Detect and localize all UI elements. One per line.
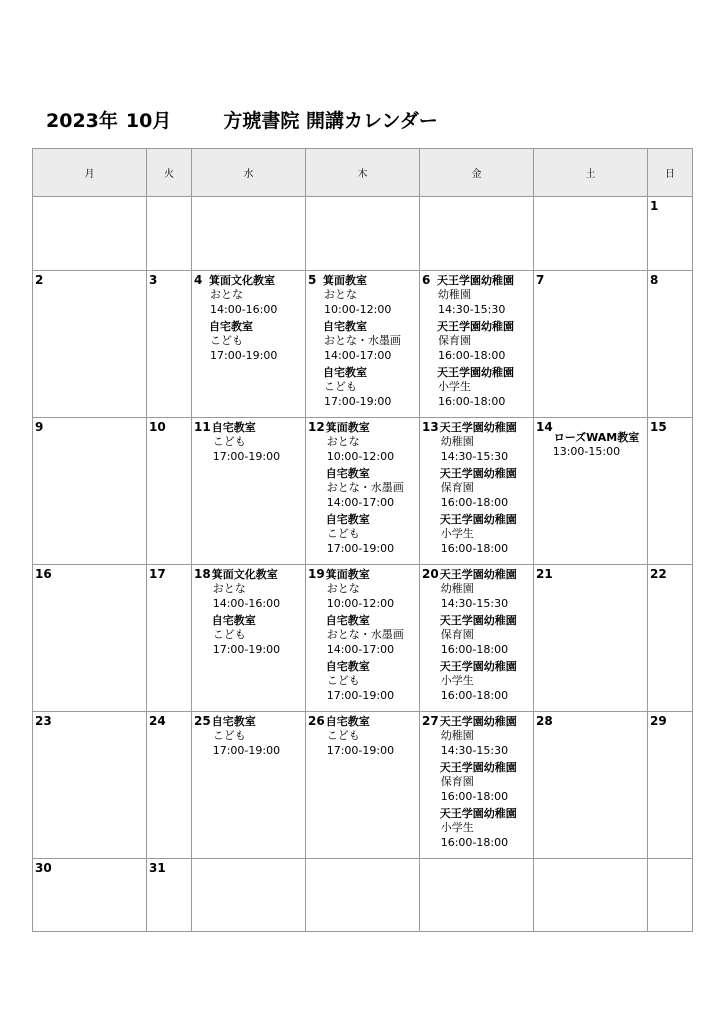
day-cell-content — [648, 565, 692, 582]
event-name: 天王学園幼稚園 — [439, 421, 517, 434]
day-number: 13 — [422, 420, 439, 434]
event-item — [552, 431, 640, 460]
event-item — [327, 614, 404, 657]
event-list — [213, 714, 280, 758]
event-group: こども — [212, 435, 246, 448]
event-name: 自宅教室 — [325, 614, 370, 627]
event-time: 16:00-18:00 — [438, 348, 506, 362]
day-number: 29 — [650, 714, 667, 728]
event-name: 天王学園幼稚園 — [439, 660, 517, 673]
event-item — [438, 366, 514, 409]
event-name: 天王学園幼稚園 — [439, 614, 517, 627]
event-time: 16:00-18:00 — [440, 835, 509, 849]
event-time: 16:00-18:00 — [440, 789, 509, 803]
day-cell — [534, 712, 648, 859]
day-number: 18 — [194, 567, 211, 581]
title-month: 10月 — [125, 109, 172, 132]
day-cell — [534, 418, 648, 565]
day-cell-content — [192, 712, 305, 758]
event-group: 幼稚園 — [438, 288, 471, 301]
event-time: 16:00-18:00 — [440, 541, 509, 555]
day-cell — [147, 197, 192, 271]
week-row — [33, 418, 693, 565]
event-group: おとな — [210, 288, 243, 301]
day-number: 8 — [650, 273, 659, 287]
day-cell-content — [192, 565, 305, 657]
day-cell-content — [534, 565, 647, 582]
day-cell-content — [33, 197, 146, 199]
event-time: 17:00-19:00 — [326, 743, 395, 757]
day-cell-content — [192, 418, 305, 464]
event-list — [324, 273, 401, 409]
event-name: 天王学園幼稚園 — [439, 715, 517, 728]
day-number: 25 — [194, 714, 211, 728]
day-number: 11 — [194, 420, 211, 434]
event-group: おとな — [324, 288, 357, 301]
day-cell — [33, 271, 147, 418]
event-time: 14:30-15:30 — [440, 743, 509, 757]
day-cell — [648, 271, 693, 418]
event-name: 天王学園幼稚園 — [439, 807, 517, 820]
day-cell-content — [147, 859, 191, 876]
day-number: 2 — [35, 273, 44, 287]
event-name: 自宅教室 — [211, 614, 256, 627]
event-item — [210, 274, 277, 317]
day-number: 14 — [536, 420, 553, 434]
weekday-header: 木 — [306, 149, 420, 197]
day-cell — [306, 712, 420, 859]
day-cell — [192, 418, 306, 565]
day-number: 26 — [308, 714, 325, 728]
event-group: 幼稚園 — [440, 582, 474, 595]
event-item — [324, 366, 401, 409]
day-cell — [306, 197, 420, 271]
day-cell-content — [147, 565, 191, 582]
event-group: こども — [324, 380, 357, 393]
event-time: 17:00-19:00 — [212, 449, 281, 463]
event-group: こども — [326, 527, 360, 540]
day-number: 27 — [422, 714, 439, 728]
event-time: 17:00-19:00 — [210, 348, 278, 362]
event-group: おとな・水墨画 — [326, 481, 404, 494]
event-list — [327, 567, 404, 703]
day-number: 6 — [422, 273, 431, 287]
event-time: 14:30-15:30 — [440, 449, 509, 463]
day-cell-content — [147, 271, 191, 288]
event-group: 小学生 — [440, 821, 474, 834]
day-number: 7 — [536, 273, 545, 287]
day-cell — [420, 197, 534, 271]
event-list — [441, 714, 517, 850]
event-name: 自宅教室 — [323, 366, 367, 379]
day-cell-content — [534, 712, 647, 729]
day-cell-content — [306, 712, 419, 758]
day-cell — [192, 712, 306, 859]
day-cell — [33, 418, 147, 565]
event-group: 保育園 — [438, 334, 471, 347]
day-cell — [306, 859, 420, 932]
day-cell — [192, 197, 306, 271]
week-row — [33, 859, 693, 932]
event-item — [438, 320, 514, 363]
event-item — [213, 421, 280, 464]
day-number: 17 — [149, 567, 166, 581]
title-year: 2023年 — [46, 109, 118, 132]
day-number: 24 — [149, 714, 166, 728]
day-cell-content — [420, 712, 533, 850]
event-name: 自宅教室 — [211, 715, 256, 728]
event-item — [441, 421, 517, 464]
week-row — [33, 197, 693, 271]
day-cell-content — [648, 859, 692, 861]
day-cell-content — [192, 859, 305, 861]
day-cell-content — [534, 859, 647, 861]
event-time: 17:00-19:00 — [326, 541, 395, 555]
day-cell — [192, 271, 306, 418]
event-item — [324, 320, 401, 363]
event-time: 17:00-19:00 — [212, 743, 281, 757]
day-cell-content — [192, 271, 305, 363]
day-cell — [420, 859, 534, 932]
day-cell-content — [420, 197, 533, 199]
event-name: 自宅教室 — [209, 320, 253, 333]
day-cell — [420, 565, 534, 712]
event-item — [441, 761, 517, 804]
event-item — [213, 614, 280, 657]
day-cell-content — [306, 565, 419, 703]
day-number: 1 — [650, 199, 659, 213]
day-cell — [147, 712, 192, 859]
day-cell — [306, 565, 420, 712]
event-group: 幼稚園 — [440, 435, 474, 448]
event-group: こども — [210, 334, 243, 347]
day-cell-content — [648, 197, 692, 214]
event-name: 自宅教室 — [325, 660, 370, 673]
day-cell-content — [33, 271, 146, 288]
event-item — [441, 715, 517, 758]
event-time: 10:00-12:00 — [324, 302, 392, 316]
weekday-header: 水 — [192, 149, 306, 197]
event-name: 天王学園幼稚園 — [439, 467, 517, 480]
day-cell — [648, 197, 693, 271]
day-number: 15 — [650, 420, 667, 434]
day-number: 22 — [650, 567, 667, 581]
day-cell — [648, 418, 693, 565]
day-cell — [33, 712, 147, 859]
day-cell — [33, 859, 147, 932]
day-cell-content — [420, 271, 533, 409]
day-cell-content — [420, 418, 533, 556]
day-cell-content — [192, 197, 305, 199]
event-time: 14:30-15:30 — [438, 302, 506, 316]
event-group: 幼稚園 — [440, 729, 474, 742]
event-item — [441, 568, 517, 611]
event-time: 14:00-16:00 — [212, 596, 281, 610]
day-cell — [306, 418, 420, 565]
event-item — [441, 807, 517, 850]
day-cell-content — [306, 197, 419, 199]
day-cell — [147, 271, 192, 418]
day-cell-content — [648, 418, 692, 435]
event-item — [213, 715, 280, 758]
day-cell — [534, 565, 648, 712]
day-number: 16 — [35, 567, 52, 581]
event-group: こども — [326, 729, 360, 742]
event-time: 16:00-18:00 — [440, 688, 509, 702]
day-cell — [420, 712, 534, 859]
week-row — [33, 565, 693, 712]
event-list — [441, 567, 517, 703]
event-time: 17:00-19:00 — [326, 688, 395, 702]
day-number: 23 — [35, 714, 52, 728]
event-time: 10:00-12:00 — [326, 596, 395, 610]
day-cell-content — [648, 712, 692, 729]
event-time: 17:00-19:00 — [212, 642, 281, 656]
event-name: 天王学園幼稚園 — [437, 366, 514, 379]
event-item — [441, 614, 517, 657]
day-cell — [33, 197, 147, 271]
day-number: 3 — [149, 273, 158, 287]
day-cell — [534, 197, 648, 271]
event-time: 10:00-12:00 — [326, 449, 395, 463]
event-item — [441, 467, 517, 510]
event-item — [441, 513, 517, 556]
page-title — [46, 104, 438, 134]
event-group: こども — [326, 674, 360, 687]
event-item — [213, 568, 280, 611]
day-cell-content — [33, 712, 146, 729]
event-list — [210, 273, 277, 363]
event-list — [213, 567, 280, 657]
event-name: 箕面文化教室 — [209, 274, 275, 287]
event-item — [327, 715, 394, 758]
day-cell — [192, 565, 306, 712]
event-time: 14:00-17:00 — [324, 348, 392, 362]
weekday-header: 月 — [33, 149, 147, 197]
event-item — [324, 274, 401, 317]
event-time: 14:00-17:00 — [326, 495, 395, 509]
day-number: 20 — [422, 567, 439, 581]
event-list — [552, 420, 640, 460]
day-cell-content — [534, 271, 647, 288]
event-group: 小学生 — [440, 674, 474, 687]
event-item — [327, 421, 404, 464]
day-cell-content — [534, 418, 647, 460]
event-name: 箕面教室 — [325, 421, 370, 434]
event-group: こども — [212, 628, 246, 641]
day-cell-content — [420, 565, 533, 703]
day-cell-content — [420, 859, 533, 861]
event-name: 自宅教室 — [325, 513, 370, 526]
event-list — [327, 714, 394, 758]
day-cell-content — [147, 197, 191, 199]
day-cell-content — [648, 271, 692, 288]
day-cell — [147, 418, 192, 565]
title-name: 方琥書院 開講カレンダー — [223, 109, 438, 132]
day-cell-content — [306, 859, 419, 861]
event-group: おとな・水墨画 — [326, 628, 404, 641]
day-cell — [648, 565, 693, 712]
day-cell — [420, 271, 534, 418]
day-number: 28 — [536, 714, 553, 728]
day-cell — [147, 859, 192, 932]
event-group: おとな・水墨画 — [324, 334, 401, 347]
event-item — [441, 660, 517, 703]
event-name: 自宅教室 — [211, 421, 256, 434]
event-time: 13:00-15:00 — [552, 445, 621, 458]
event-group: 小学生 — [438, 380, 471, 393]
event-group: おとな — [326, 435, 360, 448]
event-item — [327, 513, 404, 556]
day-cell — [648, 712, 693, 859]
event-time: 14:00-17:00 — [326, 642, 395, 656]
event-list — [327, 420, 404, 556]
event-group: おとな — [212, 582, 246, 595]
event-time: 14:30-15:30 — [440, 596, 509, 610]
day-cell-content — [33, 859, 146, 876]
day-cell — [648, 859, 693, 932]
day-cell — [192, 859, 306, 932]
week-row — [33, 271, 693, 418]
event-name: 自宅教室 — [325, 467, 370, 480]
weekday-header-row — [33, 149, 693, 197]
week-row — [33, 712, 693, 859]
day-cell — [33, 565, 147, 712]
day-number: 12 — [308, 420, 325, 434]
weekday-header: 火 — [147, 149, 192, 197]
event-list — [213, 420, 280, 464]
event-group: 小学生 — [440, 527, 474, 540]
event-name: 箕面文化教室 — [211, 568, 278, 581]
weekday-header: 日 — [648, 149, 693, 197]
day-number: 30 — [35, 861, 52, 875]
event-time: 17:00-19:00 — [324, 394, 392, 408]
weekday-header: 土 — [534, 149, 648, 197]
day-cell-content — [33, 565, 146, 582]
event-group: おとな — [326, 582, 360, 595]
day-cell-content — [147, 418, 191, 435]
day-number: 5 — [308, 273, 317, 287]
event-name: ローズWAM教室 — [553, 431, 640, 444]
event-name: 天王学園幼稚園 — [439, 761, 517, 774]
calendar-table — [32, 148, 693, 932]
event-item — [327, 660, 404, 703]
day-cell-content — [306, 271, 419, 409]
day-number: 21 — [536, 567, 553, 581]
event-item — [210, 320, 277, 363]
day-cell — [420, 418, 534, 565]
event-name: 天王学園幼稚園 — [439, 513, 517, 526]
event-name: 天王学園幼稚園 — [437, 274, 514, 287]
event-name: 箕面教室 — [323, 274, 367, 287]
day-number: 10 — [149, 420, 166, 434]
day-cell-content — [534, 197, 647, 199]
event-group: 保育園 — [440, 481, 474, 494]
day-number: 4 — [194, 273, 203, 287]
event-time: 16:00-18:00 — [440, 642, 509, 656]
day-cell-content — [147, 712, 191, 729]
day-number: 19 — [308, 567, 325, 581]
event-name: 自宅教室 — [325, 715, 370, 728]
event-list — [438, 273, 514, 409]
day-number: 9 — [35, 420, 44, 434]
event-time: 14:00-16:00 — [210, 302, 278, 316]
event-item — [327, 467, 404, 510]
event-group: 保育園 — [440, 775, 474, 788]
day-cell-content — [33, 418, 146, 435]
event-name: 天王学園幼稚園 — [439, 568, 517, 581]
event-time: 16:00-18:00 — [440, 495, 509, 509]
day-cell — [534, 271, 648, 418]
event-group: こども — [212, 729, 246, 742]
event-item — [438, 274, 514, 317]
event-list — [441, 420, 517, 556]
event-item — [327, 568, 404, 611]
day-cell — [147, 565, 192, 712]
event-name: 箕面教室 — [325, 568, 370, 581]
event-name: 天王学園幼稚園 — [437, 320, 514, 333]
event-name: 自宅教室 — [323, 320, 367, 333]
event-time: 16:00-18:00 — [438, 394, 506, 408]
event-group: 保育園 — [440, 628, 474, 641]
day-cell — [534, 859, 648, 932]
day-number: 31 — [149, 861, 166, 875]
day-cell-content — [306, 418, 419, 556]
weekday-header: 金 — [420, 149, 534, 197]
calendar-body — [33, 197, 693, 932]
day-cell — [306, 271, 420, 418]
